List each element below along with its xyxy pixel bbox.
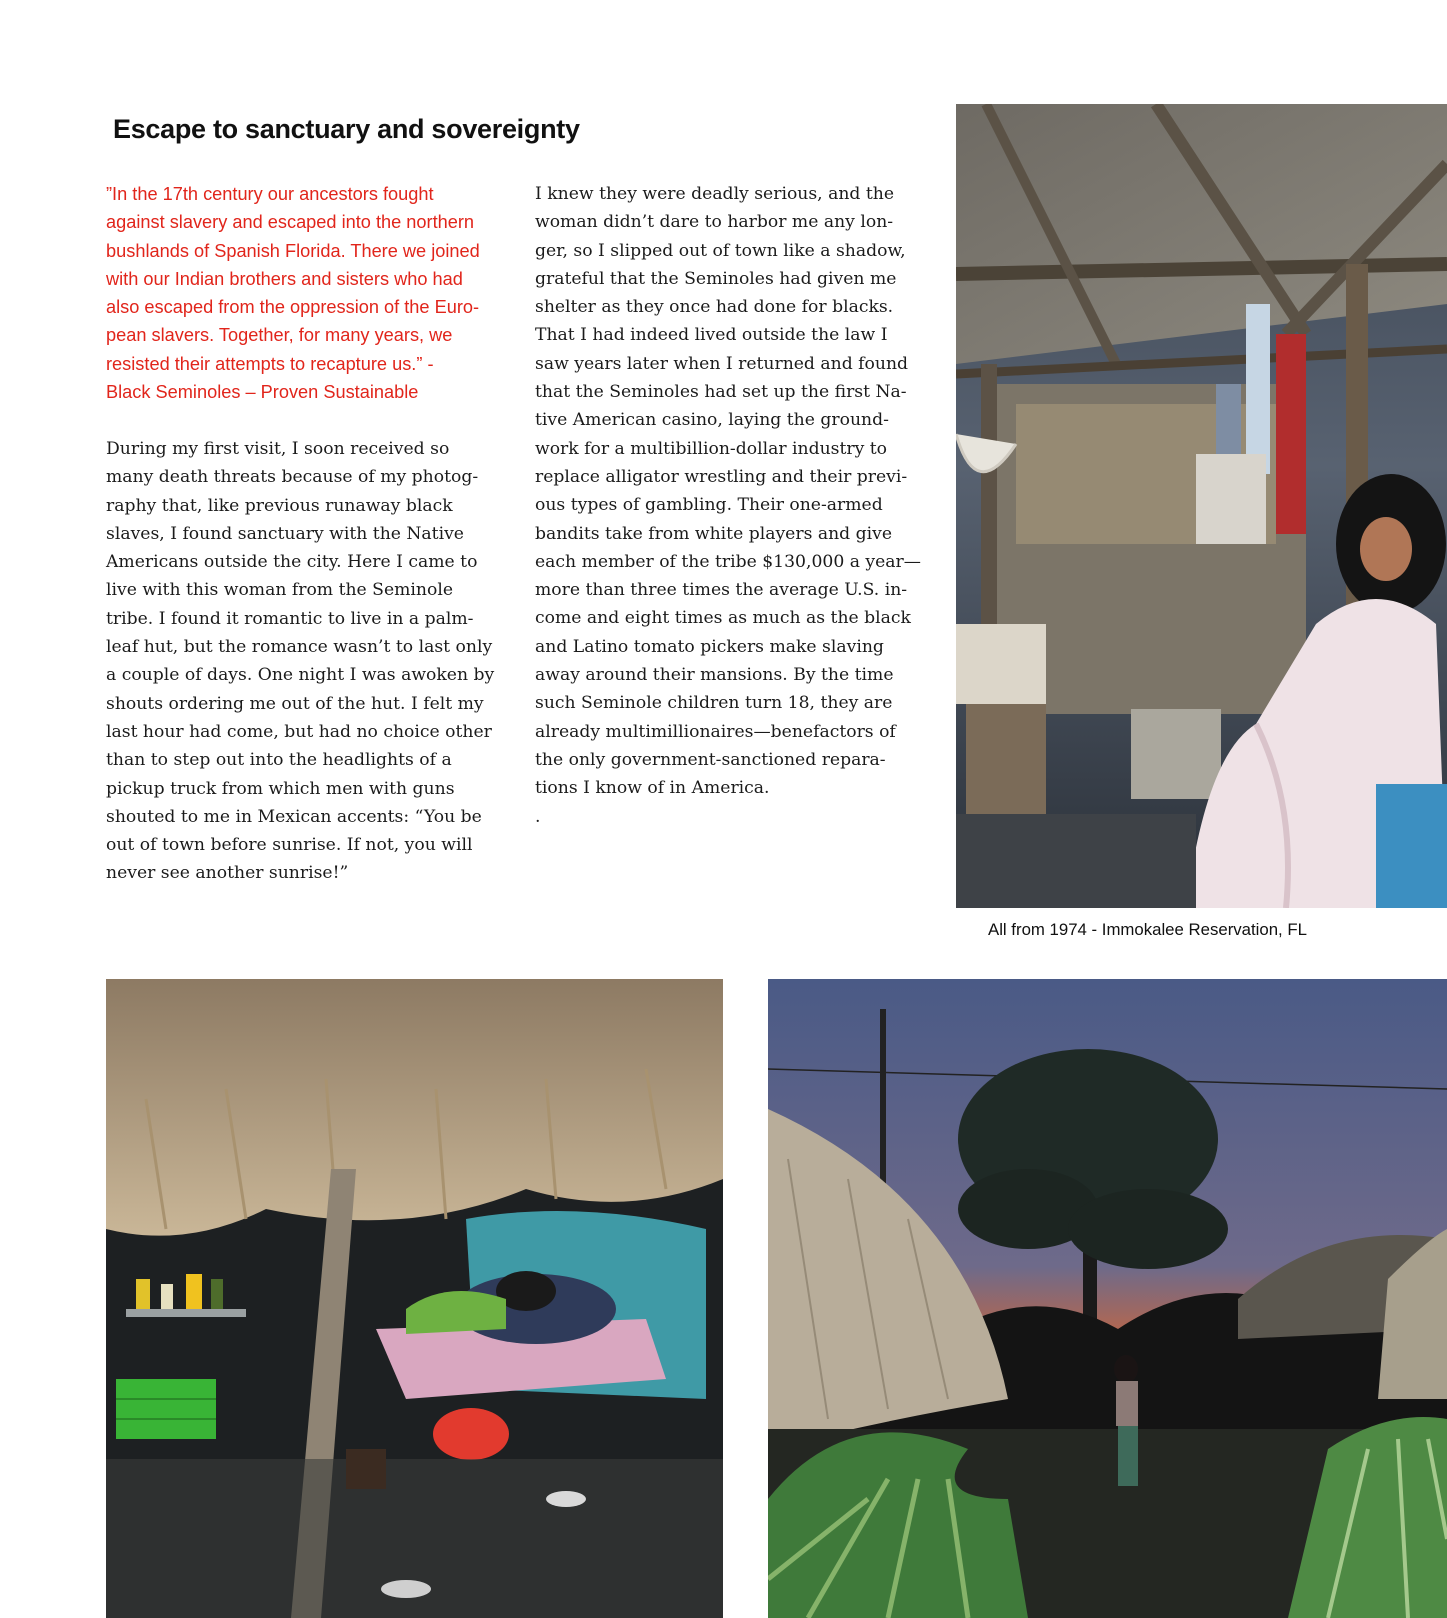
photo-caption: All from 1974 - Immokalee Reservation, FL — [988, 920, 1307, 939]
pull-quote: ”In the 17th century our ancestors fought against slavery and escaped into the northern bushlands of Spanish Florida. There we joined with our Indian brothers and sisters who had also escaped from the oppression of the Euro- pean slavers. Together, for many years, we resisted their attempts to recapture us.” - Black Seminoles – Proven Sustainable — [106, 184, 480, 403]
photo-sunset-chickees — [768, 979, 1447, 1618]
page-title: Escape to sanctuary and sovereignty — [113, 114, 580, 144]
body-column-left: During my first visit, I soon received so many death threats because of my photog- raphy that, like previous runaway black slaves, I found sanctuary with the Native Americans outside the city. Here I came to live with this woman from the Seminole tribe. I found it romantic to live in a palm- leaf hut, but the romance wasn’t to last only a couple of days. One night I was awoken by shouts ordering me out of the hut. I felt my last hour had come, but had no choice other than to step out into the headlights of a pickup truck from which men with guns shouted to me in Mexican accents: “You be out of town before sunrise. If not, you will never see another sunrise!” — [106, 439, 495, 884]
body-column-right: I knew they were deadly serious, and the woman didn’t dare to harbor me any lon- ger, so I slipped out of town like a shadow, grateful that the Seminoles had given me shelter as they once had done for blacks. That I had indeed lived outside the law I saw years later when I returned and found that the Seminoles had set up the first Na- tive American casino, laying the ground- work for a multibillion-dollar industry to replace alligator wrestling and their previ- ous types of gambling. Their one-armed bandits take from white players and give each member of the tribe $130,000 a year— more than three times the average U.S. in- come and eight times as much as the black and Latino tomato pickers make slaving away around their mansions. By the time such Seminole children turn 18, they are already multimillionaires—benefactors of the only government-sanctioned repara- tions I know of in America. . — [535, 184, 921, 827]
photo-sleeping-under-thatch — [106, 979, 723, 1618]
photo-hut-interior — [956, 104, 1447, 908]
